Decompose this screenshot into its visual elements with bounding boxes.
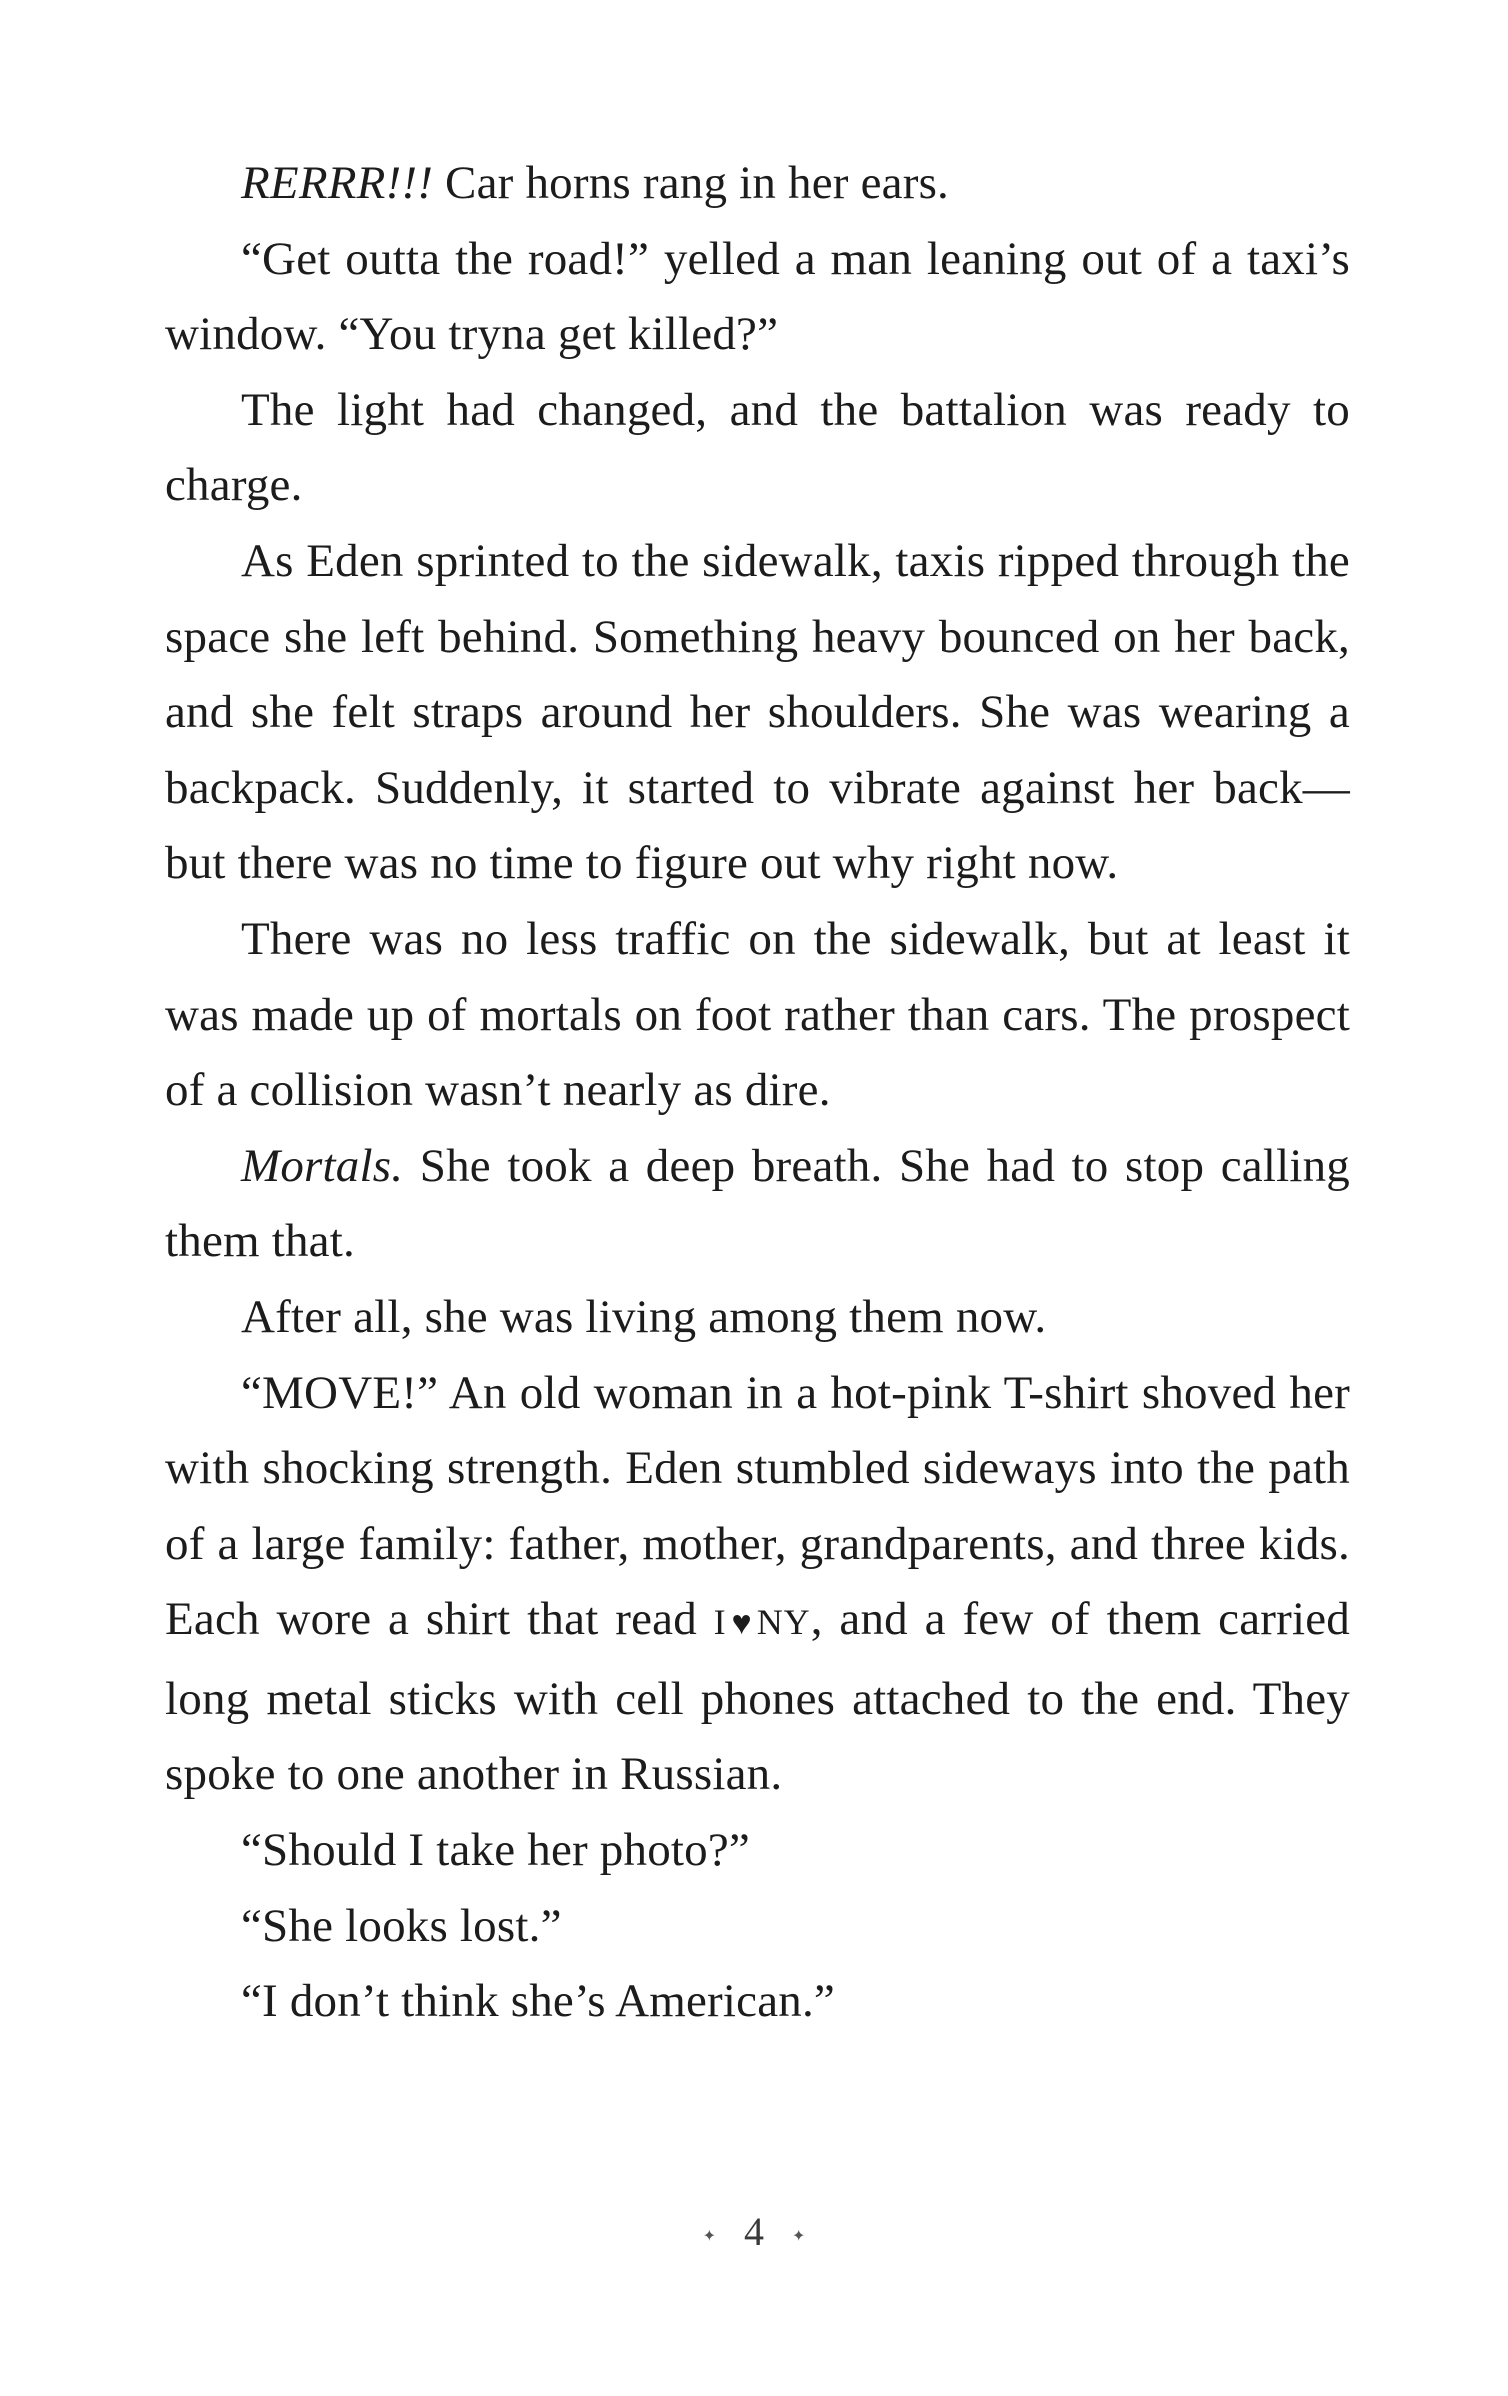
paragraph-8-text-after: , and a few of them carried long metal sticks with cell phones attached to the end. They spoke to one another in Russian. <box>165 1593 1350 1801</box>
paragraph-5: There was no less traffic on the sidewalk, but at least it was made up of mortals on foot rather than cars. The prospect of a collision wasn’t nearly as dire. <box>165 912 1350 1117</box>
paragraph-10: “She looks lost.” <box>241 1899 562 1952</box>
ornament-left-icon: ✦ <box>702 2227 716 2245</box>
paragraph-6 <box>165 1129 1350 1280</box>
paragraph-1 <box>165 146 1350 222</box>
paragraph-4: As Eden sprinted to the sidewalk, taxis ripped through the space she left behind. Something heavy bounced on her back, and she felt straps around her shoulders. She was wearing a backpack. Suddenly, it started to vibrate against her back—but there was no time to figure out why right now. <box>165 534 1350 890</box>
small-caps-i: I <box>713 1602 727 1643</box>
paragraph-7: After all, she was living among them now. <box>241 1290 1047 1343</box>
heart-icon: ♥ <box>726 1605 757 1643</box>
page-footer <box>0 2208 1508 2255</box>
paragraph-9: “Should I take her photo?” <box>241 1824 750 1877</box>
small-caps-ny: NY <box>756 1602 811 1643</box>
page-body <box>165 146 1350 2040</box>
paragraph-8-text-before: “MOVE!” An old woman in a hot-pink T-shirt shoved her with shocking strength. Eden stumbled sideways into the path of a large family: father, mother, grandparents, and three kids. Each wore a shirt that read <box>165 1366 1350 1646</box>
paragraph-1-text: Car horns rang in her ears. <box>433 157 950 209</box>
paragraph-2: “Get outta the road!” yelled a man leaning out of a taxi’s window. “You tryna get killed?” <box>165 232 1350 361</box>
paragraph-8 <box>165 1356 1350 1814</box>
page-number: 4 <box>744 2209 764 2254</box>
paragraph-3: The light had changed, and the battalion was ready to charge. <box>165 383 1350 512</box>
emphasis-text: Mortals. <box>241 1139 404 1192</box>
paragraph-11: “I don’t think she’s American.” <box>241 1975 835 2028</box>
paragraph-6-text: She took a deep breath. She had to stop calling them that. <box>165 1139 1350 1268</box>
sound-effect-text: RERRR!!! <box>241 157 434 209</box>
ornament-right-icon: ✦ <box>792 2227 806 2245</box>
